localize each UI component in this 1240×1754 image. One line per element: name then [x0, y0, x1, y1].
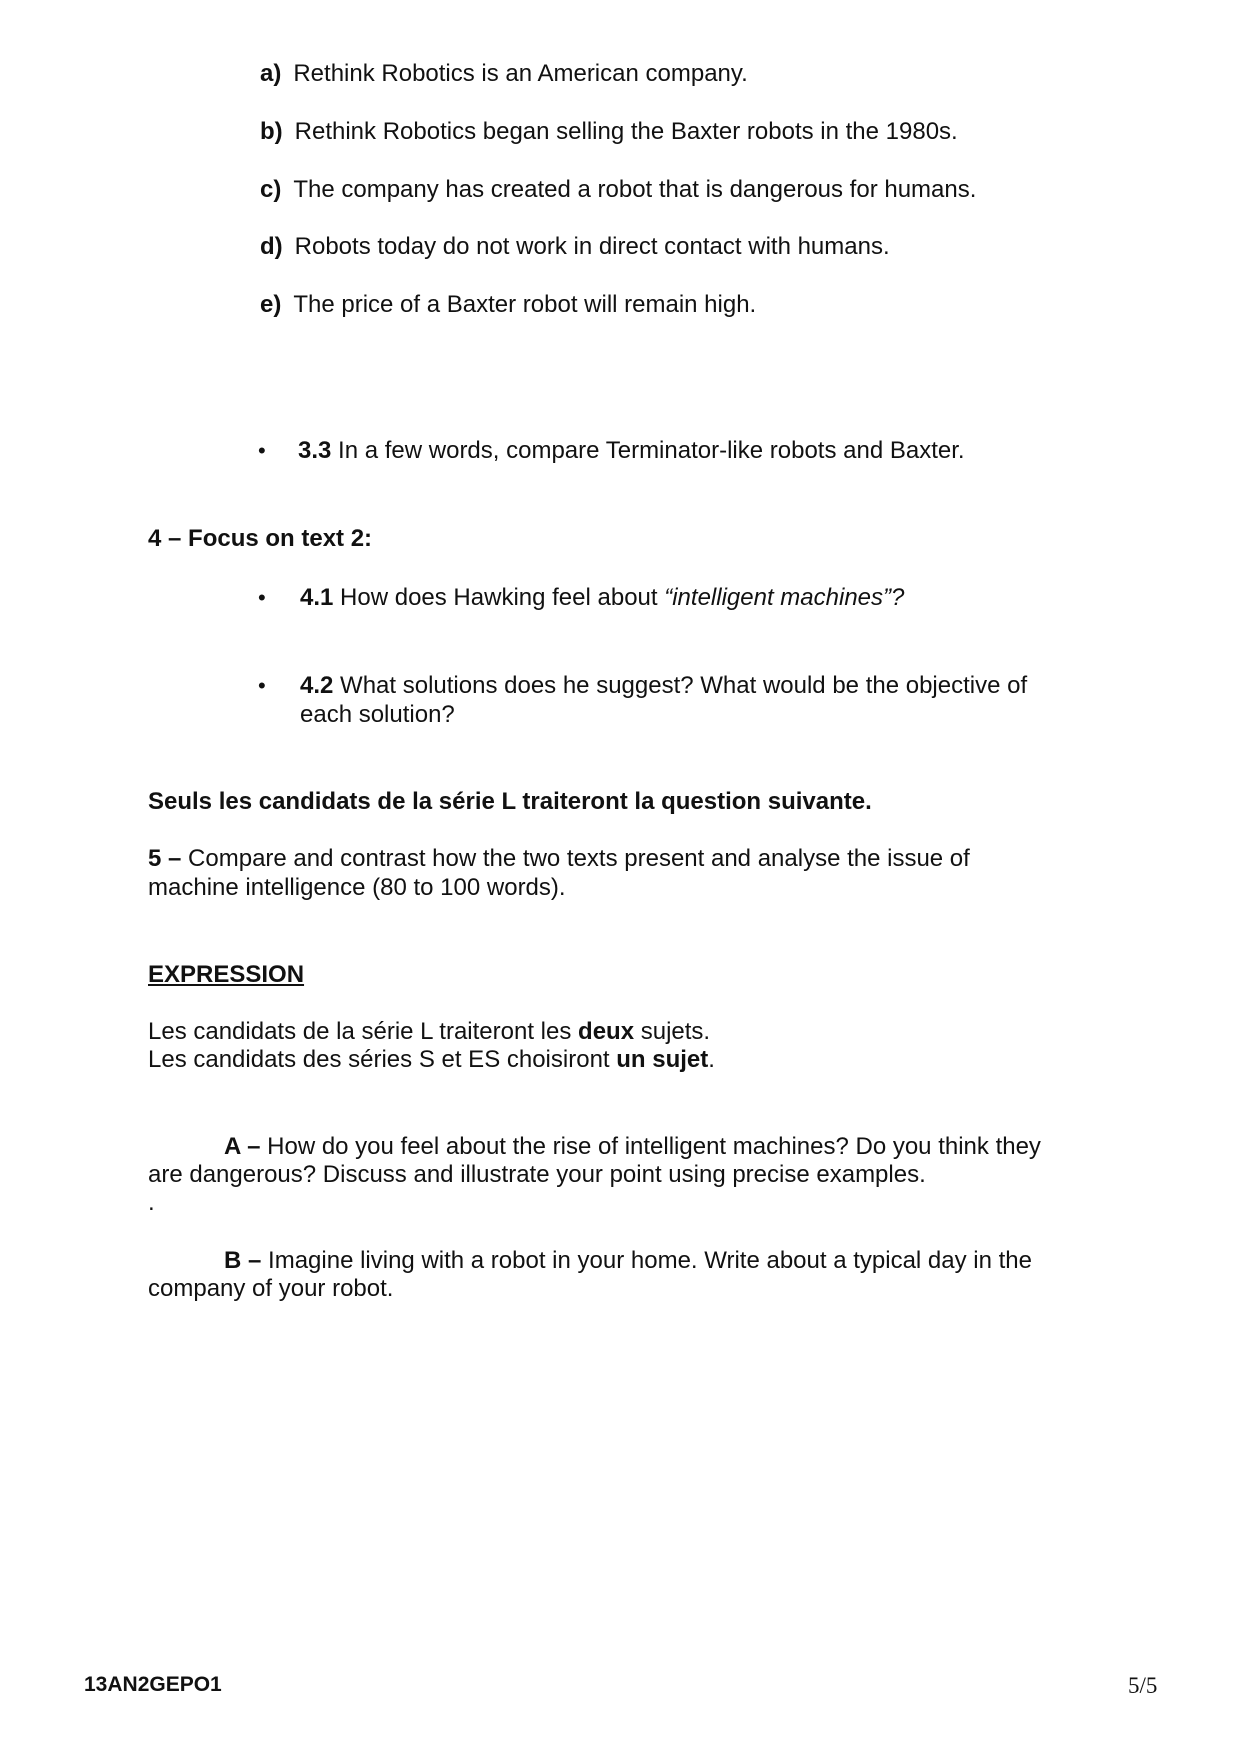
statement-text: Rethink Robotics began selling the Baxter robots in the 1980s.: [294, 118, 958, 145]
statement-label: e): [260, 291, 282, 318]
question-number: 3.3: [298, 437, 332, 464]
instruction-text: .: [708, 1046, 715, 1073]
expression-instruction-2: [148, 1046, 715, 1074]
expression-heading: EXPRESSION: [148, 961, 305, 988]
expression-instruction-1: [148, 1018, 710, 1046]
topic-b-line2: company of your robot.: [148, 1275, 394, 1302]
statement-e: [260, 291, 756, 319]
footer-code: 13AN2GEPO1: [84, 1673, 222, 1696]
statement-text: The company has created a robot that is dangerous for humans.: [293, 176, 977, 203]
question-number: 4.1: [300, 584, 334, 611]
question-number: 4.2: [300, 672, 334, 699]
question-3-3: [298, 437, 965, 465]
topic-a-line2: are dangerous? Discuss and illustrate your point using precise examples.: [148, 1161, 926, 1188]
topic-b: [224, 1247, 1032, 1275]
statement-label: a): [260, 60, 282, 87]
bullet-icon: •: [258, 673, 266, 698]
instruction-text: Les candidats des séries S et ES choisiront: [148, 1046, 617, 1073]
section-4-heading: 4 – Focus on text 2:: [148, 525, 373, 552]
question-text: Compare and contrast how the two texts present and analyse the issue of: [181, 845, 970, 872]
question-quote: “intelligent machines”?: [664, 584, 905, 611]
topic-label: B –: [224, 1247, 262, 1274]
question-text: What solutions does he suggest? What would be the objective of: [333, 672, 1028, 699]
instruction-emphasis: un sujet: [616, 1046, 709, 1073]
statement-label: c): [260, 176, 282, 203]
topic-a: [224, 1133, 1041, 1161]
bullet-icon: •: [258, 438, 266, 463]
statement-a: [260, 60, 748, 88]
statement-text: The price of a Baxter robot will remain high.: [293, 291, 757, 318]
question-4-2: [300, 672, 1027, 700]
question-5: [148, 845, 970, 873]
statement-text: Robots today do not work in direct contact with humans.: [294, 233, 890, 260]
instruction-text: sujets.: [634, 1018, 711, 1045]
page-number: 5/5: [1128, 1673, 1158, 1698]
statement-text: Rethink Robotics is an American company.: [293, 60, 748, 87]
serie-l-note: Seuls les candidats de la série L traiteront la question suivante.: [148, 788, 872, 815]
bullet-icon: •: [258, 585, 266, 610]
topic-text: How do you feel about the rise of intelligent machines? Do you think they: [260, 1133, 1041, 1160]
question-5-line2: machine intelligence (80 to 100 words).: [148, 874, 566, 901]
statement-d: [260, 233, 890, 261]
instruction-emphasis: deux: [578, 1018, 635, 1045]
question-number: 5 –: [148, 845, 182, 872]
instruction-text: Les candidats de la série L traiteront les: [148, 1018, 579, 1045]
topic-label: A –: [224, 1133, 261, 1160]
question-4-1: [300, 584, 904, 612]
statement-label: b): [260, 118, 283, 145]
statement-label: d): [260, 233, 283, 260]
statement-c: [260, 176, 976, 204]
question-text: How does Hawking feel about: [333, 584, 665, 611]
topic-a-dot: .: [148, 1189, 155, 1216]
topic-text: Imagine living with a robot in your home. Write about a typical day in the: [261, 1247, 1032, 1274]
statement-b: [260, 118, 958, 146]
question-4-2-line2: each solution?: [300, 701, 455, 728]
question-text: In a few words, compare Terminator-like robots and Baxter.: [331, 437, 965, 464]
